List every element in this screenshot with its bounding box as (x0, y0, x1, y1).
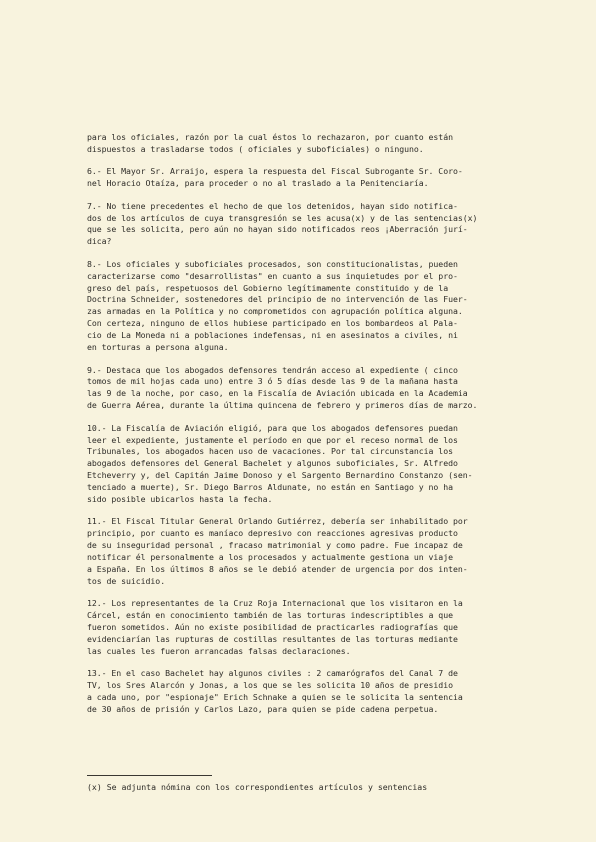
text-line: de su inseguridad personal , fracaso matrimonial y como padre. Fue incapaz de (87, 540, 463, 551)
text-line: 12.- Los representantes de la Cruz Roja Internacional que los visitaron en la (87, 598, 463, 609)
paragraph-p7 (87, 201, 542, 249)
text-line: principio, por cuanto es maníaco depresivo con reacciones agresivas producto (87, 528, 458, 539)
text-line: para los oficiales, razón por la cual éstos lo rechazaron, por cuanto están (87, 132, 453, 142)
text-line: 8.- Los oficiales y suboficiales procesados, son constitucionalistas, pueden (87, 258, 458, 269)
text-line: Etcheverry y, del Capitán Jaime Donoso y el Sargento Bernardino Constanzo (sen- (87, 470, 473, 481)
text-line: leer el expediente, justamente el período en que por el receso normal de los (87, 434, 458, 445)
paragraph-p11 (87, 516, 542, 587)
text-line: en torturas a persona alguna. (87, 342, 229, 353)
paragraph-p9 (87, 365, 542, 413)
text-line: evidenciarían las rupturas de costillas resultantes de las torturas mediante (87, 634, 458, 645)
text-line: cio de La Moneda ni a poblaciones indefensas, ni en asesinatos a civiles, ni (87, 330, 458, 341)
text-line: zas armadas en la Política y no comprometidos con agrupación política alguna. (87, 306, 463, 317)
footnote: (x) Se adjunta nómina con los correspondientes artículos y sentencias (87, 782, 428, 792)
text-line: las cuales les fueron arrancadas falsas declaraciones. (87, 646, 351, 657)
text-line: 7.- No tiene precedentes el hecho de que los detenidos, hayan sido notifica- (87, 200, 458, 211)
paragraph-p-continuation (87, 132, 542, 156)
text-line: dispuestos a trasladarse todos ( oficiales y suboficiales) o ninguno. (87, 143, 424, 154)
footnote-separator (87, 775, 212, 776)
paragraph-p10 (87, 423, 542, 506)
text-line: nel Horacio Otaíza, para proceder o no al traslado a la Penitenciaría. (87, 178, 429, 189)
text-line: tenciado a muerte), Sr. Diego Barros Aldunate, no están en Santiago y no ha (87, 482, 453, 493)
document-body (87, 132, 542, 727)
text-line: 9.- Destaca que los abogados defensores tendrán acceso al expediente ( cinco (87, 364, 458, 375)
paragraph-p6 (87, 166, 542, 190)
text-line: de Guerra Aérea, durante la última quincena de febrero y primeros días de marzo. (87, 400, 478, 411)
text-line: 6.- El Mayor Sr. Arraijo, espera la respuesta del Fiscal Subrogante Sr. Coro- (87, 166, 463, 177)
text-line: 13.- En el caso Bachelet hay algunos civiles : 2 camarógrafos del Canal 7 de (87, 668, 458, 679)
paragraph-p12 (87, 598, 542, 658)
text-line: tos de suicidio. (87, 576, 166, 586)
text-line: notificar él personalmente a los procesados y actualmente gestiona un viaje (87, 552, 453, 563)
text-line: a España. En los últimos 8 años se le debió atender de urgencia por dos inten- (87, 564, 468, 575)
text-line: Cárcel, están en conocimiento también de las torturas indescriptibles a que (87, 610, 453, 621)
text-line: TV, los Sres Alarcón y Jonas, a los que se les solicita 10 años de presidio (87, 680, 453, 691)
text-line: greso del país, respetuosos del Gobierno legítimamente constituido y de la (87, 282, 449, 293)
text-line: 10.- La Fiscalía de Aviación eligió, para que los abogados defensores puedan (87, 422, 458, 433)
text-line: las 9 de la noche, por caso, en la Fiscalía de Aviación ubicada en la Academia (87, 388, 468, 399)
paragraph-p13 (87, 668, 542, 716)
text-line: dica? (87, 236, 112, 247)
text-line: que se les solicita, pero aún no hayan sido notificados reos ¡Aberración jurí- (87, 224, 468, 235)
text-line: dos de los artículos de cuya transgresión se les acusa(x) y de las sentencias(x) (87, 212, 478, 223)
text-line: a cada uno, por "espionaje" Erich Schnake a quien se le solicita la sentencia (87, 692, 463, 703)
text-line: Con certeza, ninguno de ellos hubiese participado en los bombardeos al Pala- (87, 318, 458, 329)
text-line: Doctrina Schneider, sostenedores del principio de no intervención de las Fuer- (87, 294, 468, 305)
text-line: Tribunales, los abogados hacen uso de vacaciones. Por tal circunstancia los (87, 446, 453, 457)
paragraph-p8 (87, 259, 542, 354)
text-line: de 30 años de prisión y Carlos Lazo, para quien se pide cadena perpetua. (87, 704, 439, 715)
text-line: sido posible ubicarlos hasta la fecha. (87, 494, 273, 505)
text-line: 11.- El Fiscal Titular General Orlando Gutiérrez, debería ser inhabilitado por (87, 516, 468, 527)
text-line: fueron sometidos. Aún no existe posibilidad de practicarles radiografías que (87, 622, 458, 633)
text-line: abogados defensores del General Bachelet y algunos suboficiales, Sr. Alfredo (87, 458, 458, 469)
text-line: caracterizarse como "desarrollistas" en cuanto a sus inquietudes por el pro- (87, 270, 458, 281)
text-line: tomos de mil hojas cada uno) entre 3 ó 5 días desde las 9 de la mañana hasta (87, 376, 458, 387)
